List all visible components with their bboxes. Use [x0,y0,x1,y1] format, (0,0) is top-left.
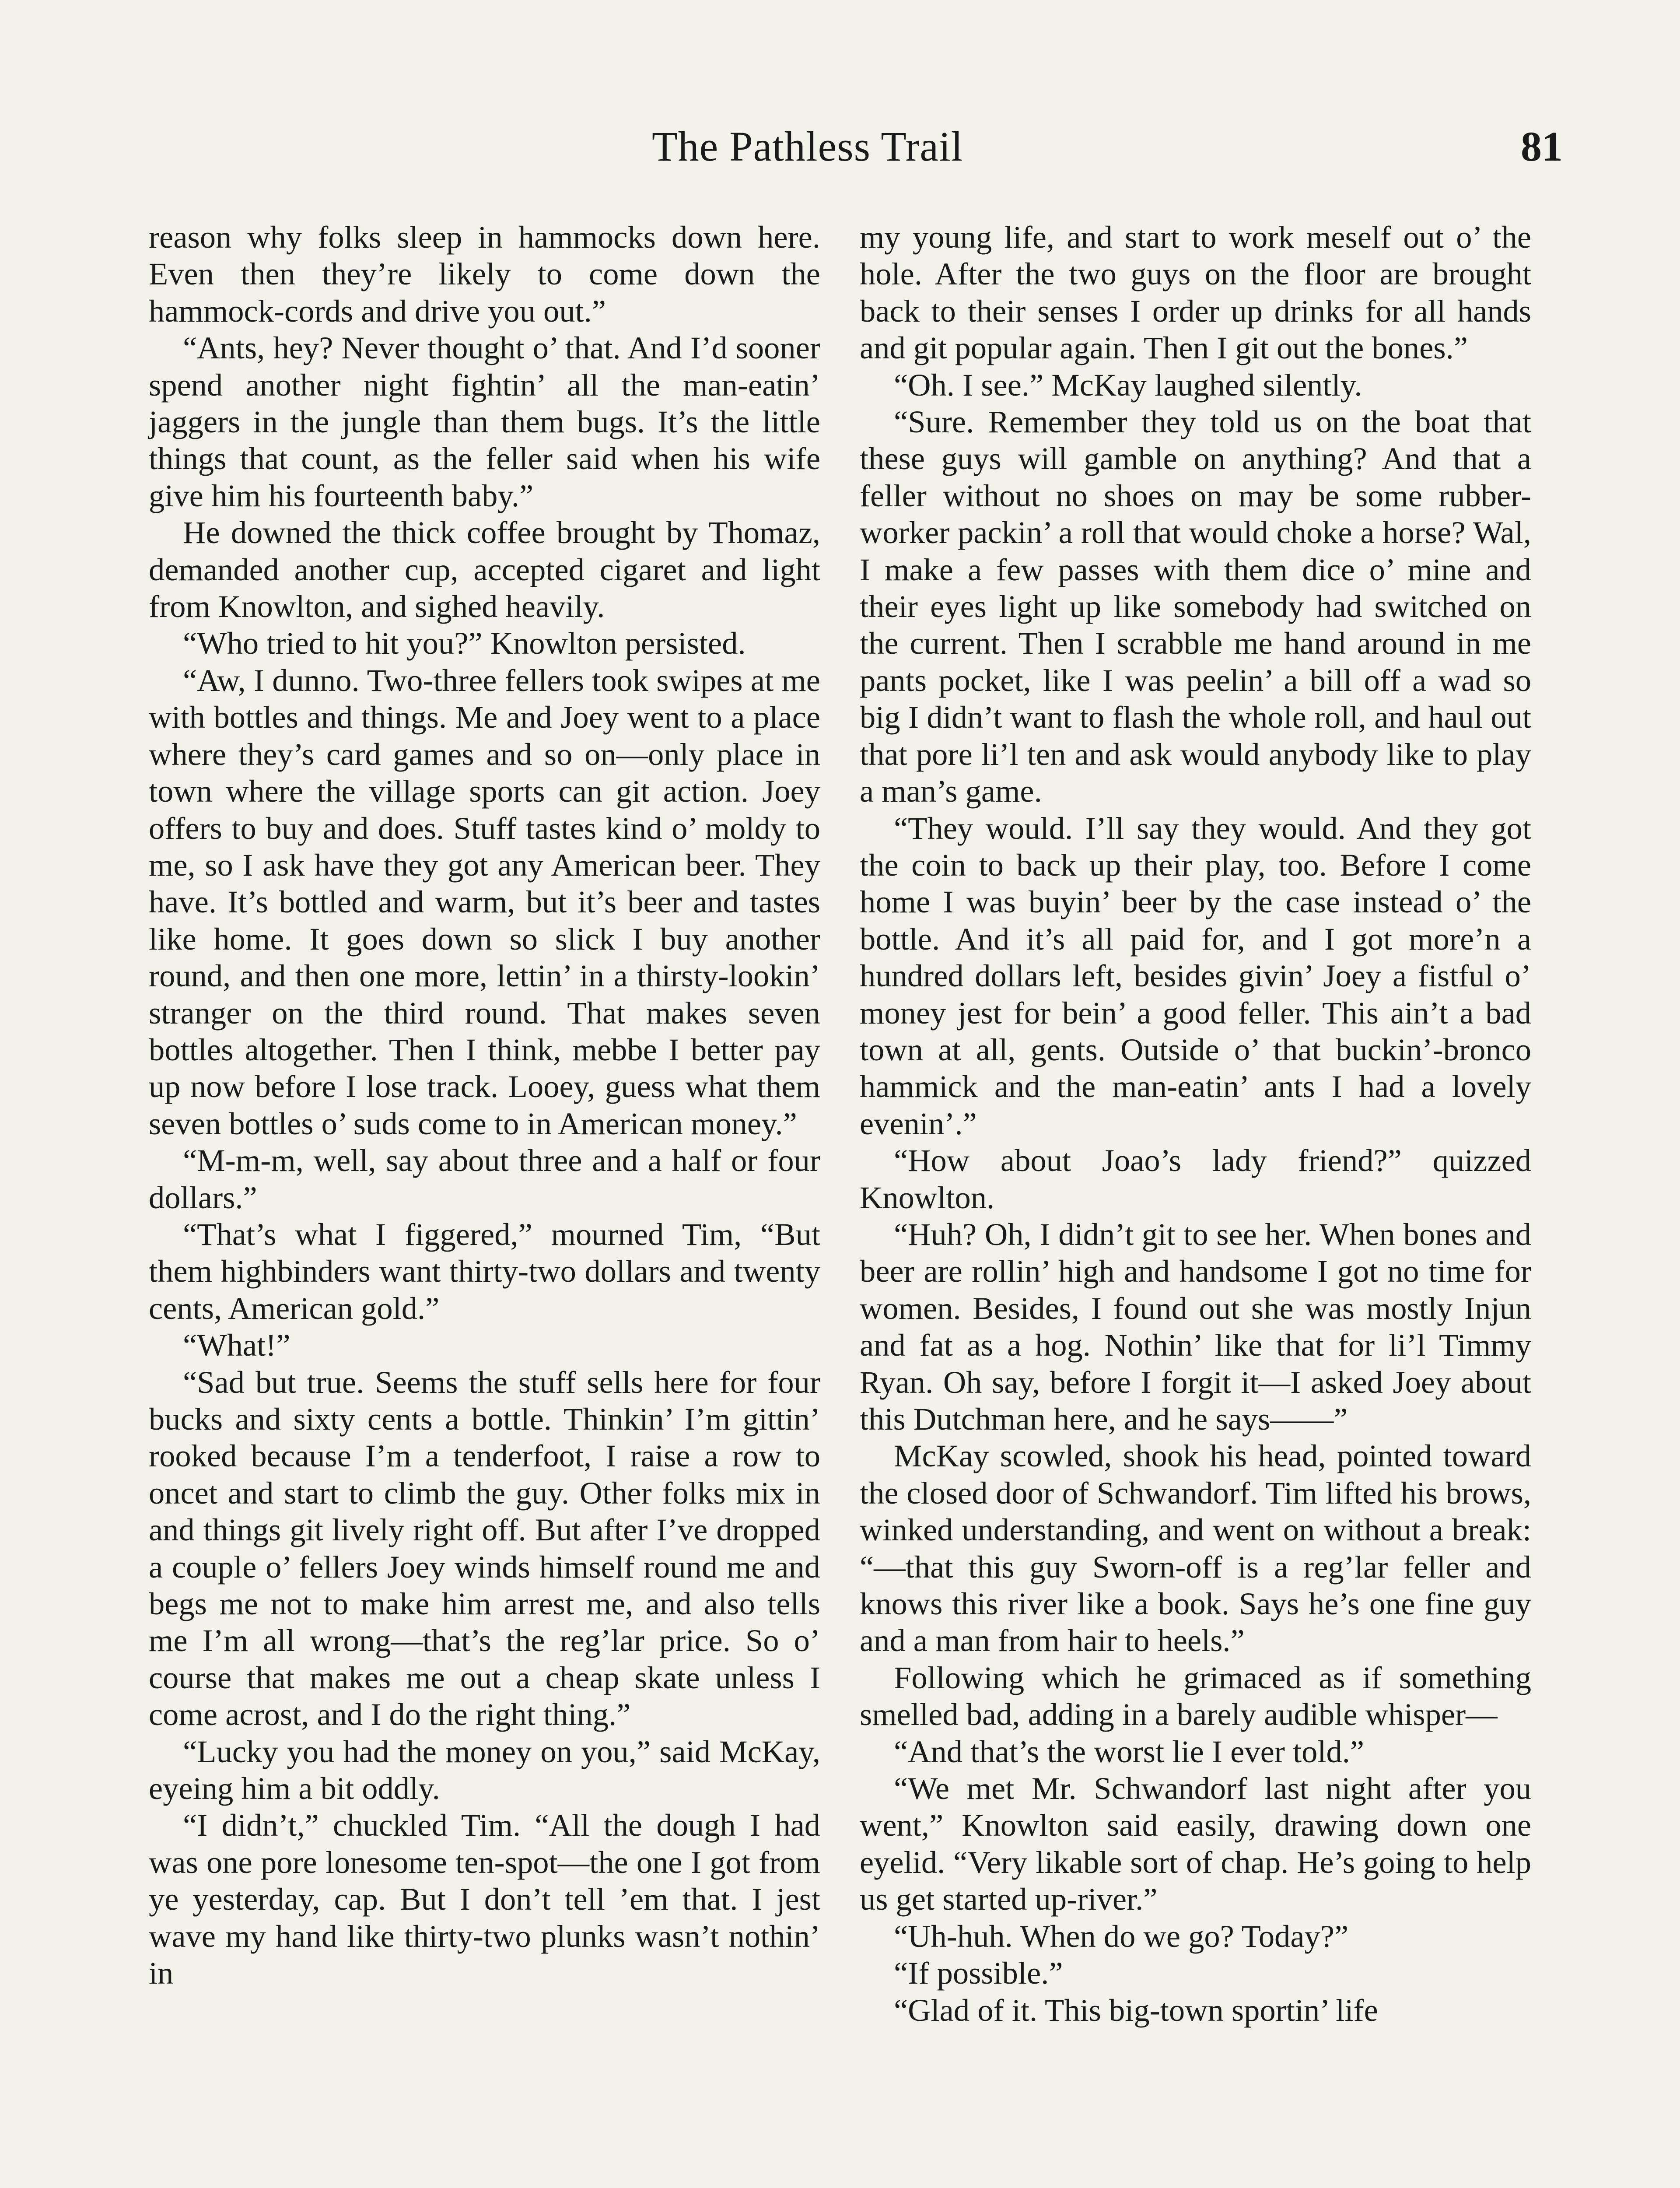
running-title: The Pathless Trail [652,123,963,170]
paragraph: “Ants, hey? Never thought o’ that. And I’d sooner spend another night fightin’ all the man-eatin’ jaggers in the jungle than them bugs. It’s the little things that count, as the feller said when his wife give him his fourteenth baby.” [149,330,820,513]
paragraph: “Glad of it. This big-town sportin’ life [894,1992,1378,2028]
right-column [860,219,1531,2029]
paragraph: “And that’s the worst lie I ever told.” [894,1733,1365,1769]
paragraph: Following which he grimaced as if something smelled bad, adding in a barely audible whisper— [860,1659,1531,1732]
paragraph: He downed the thick coffee brought by Thomaz, demanded another cup, accepted cigaret and light from Knowlton, and sighed heavily. [149,515,820,624]
left-column [149,219,820,1992]
paragraph: “Uh-huh. When do we go? Today?” [894,1918,1349,1954]
paragraph: my young life, and start to work meself out o’ the hole. After the two guys on the floor are brought back to their senses I order up drinks for all hands and git popular again. Then I git out the bones.” [860,219,1531,366]
paragraph: “I didn’t,” chuckled Tim. “All the dough I had was one pore lonesome ten-spot—the one I got from ye yesterday, cap. But I don’t tell ’em that. I jest wave my hand like thirty-two plunks wasn’t nothin’ in [149,1807,820,1991]
paragraph: “They would. I’ll say they would. And they got the coin to back up their play, too. Before I come home I was buyin’ beer by the case instead o’ the bottle. And it’s all paid for, and I got more’n a hundred dollars left, besides givin’ Joey a fistful o’ money jest for bein’ a good feller. This ain’t a bad town at all, gents. Outside o’ that buckin’-bronco hammick and the man-eatin’ ants I had a lovely evenin’.” [860,810,1531,1141]
paragraph: “Sure. Remember they told us on the boat that these guys will gamble on anything? And that a feller without no shoes on may be some rubber-worker packin’ a roll that would choke a horse? Wal, I make a few passes with them dice o’ mine and their eyes light up like somebody had switched on the current. Then I scrabble me hand around in me pants pocket, like I was peelin’ a bill off a wad so big I didn’t want to flash the whole roll, and haul out that pore li’l ten and ask would anybody like to play a man’s game. [860,404,1531,809]
paragraph: McKay scowled, shook his head, pointed toward the closed door of Schwandorf. Tim lifted his brows, winked understanding, and went on without a break: “—that this guy Sworn-off is a reg’lar feller and knows this river like a book. Says he’s one fine guy and a man from hair to heels.” [860,1438,1531,1659]
paragraph: “Sad but true. Seems the stuff sells here for four bucks and sixty cents a bottle. Thinkin’ I’m gittin’ rooked because I’m a tenderfoot, I raise a row to oncet and start to climb the guy. Other folks mix in and things git lively right off. But after I’ve dropped a couple o’ fellers Joey winds himself round me and begs me not to make him arrest me, and also tells me I’m all wrong—that’s the reg’lar price. So o’ course that makes me out a cheap skate unless I come acrost, and I do the right thing.” [149,1364,820,1732]
paragraph: reason why folks sleep in hammocks down here. Even then they’re likely to come down the hammock-cords and drive you out.” [149,219,820,329]
paragraph: “Lucky you had the money on you,” said McKay, eyeing him a bit oddly. [149,1733,820,1806]
paragraph: “What!” [183,1327,290,1363]
paragraph: “How about Joao’s lady friend?” quizzed Knowlton. [860,1143,1531,1215]
page-number: 81 [1521,123,1563,170]
paragraph: “M-m-m, well, say about three and a half or four dollars.” [149,1143,820,1215]
paragraph: “That’s what I figgered,” mourned Tim, “But them highbinders want thirty-two dollars and twenty cents, American gold.” [149,1216,820,1326]
paragraph: “If possible.” [894,1955,1063,1991]
paragraph: “Aw, I dunno. Two-three fellers took swipes at me with bottles and things. Me and Joey went to a place where they’s card games and so on—only place in town where the village sports can git action. Joey offers to buy and does. Stuff tastes kind o’ moldy to me, so I ask have they got any American beer. They have. It’s bottled and warm, but it’s beer and tastes like home. It goes down so slick I buy another round, and then one more, lettin’ in a thirsty-lookin’ stranger on the third round. That makes seven bottles altogether. Then I think, mebbe I better pay up now before I lose track. Looey, guess what them seven bottles o’ suds come to in American money.” [149,662,820,1141]
paragraph: “Oh. I see.” McKay laughed silently. [894,367,1362,403]
paragraph: “We met Mr. Schwandorf last night after you went,” Knowlton said easily, drawing down one eyelid. “Very likable sort of chap. He’s going to help us get started up-river.” [860,1771,1531,1917]
paragraph: “Huh? Oh, I didn’t git to see her. When bones and beer are rollin’ high and handsome I got no time for women. Besides, I found out she was mostly Injun and fat as a hog. Nothin’ like that for li’l Timmy Ryan. Oh say, before I forgit it—I asked Joey about this Dutchman here, and he says——” [860,1216,1531,1437]
running-head [0,118,1680,175]
paragraph: “Who tried to hit you?” Knowlton persisted. [183,625,746,661]
